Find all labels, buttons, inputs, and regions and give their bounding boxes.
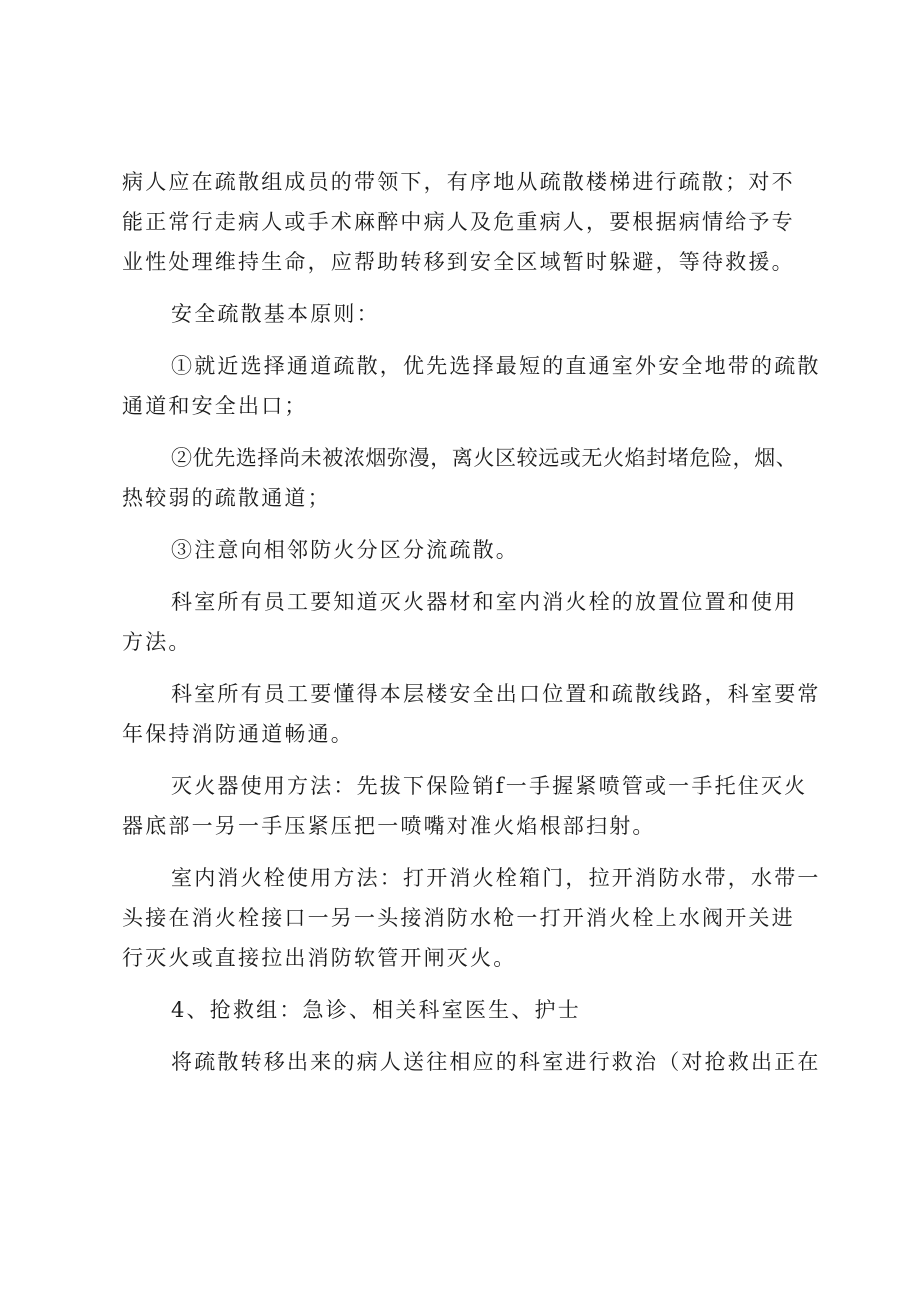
paragraph-principle-3 [122,530,822,570]
text-line: 灭火器使用方法：先拔下保险销f一手握紧喷管或一手托住灭火 [171,774,808,798]
paragraph-principles-heading [122,294,822,334]
text-line: 室内消火栓使用方法：打开消火栓箱门，拉开消防水带，水带一 [171,866,821,890]
text-line: 年保持消防通道畅通。 [122,722,354,746]
text-line: ①就近选择通道疏散，优先选择最短的直通室外安全地带的疏散 [171,354,821,378]
paragraph-hydrant-usage [122,858,822,978]
text-line: 科室所有员工要知道灭火器材和室内消火栓的放置位置和使用 [171,590,798,614]
text-line: 4、抢救组：急诊、相关科室医生、护士 [171,998,581,1022]
paragraph-evacuation-procedure [122,162,822,282]
text-line: 能正常行走病人或手术麻醉中病人及危重病人，要根据病情给予专 [122,210,795,234]
paragraph-exit-routes [122,674,822,754]
text-line: ②优先选择尚未被浓烟弥漫，离火区较远或无火焰封堵危险，烟、 [171,446,798,470]
paragraph-rescue-team-heading [122,990,822,1030]
paragraph-extinguisher-usage [122,766,822,846]
text-line: 行灭火或直接拉出消防软管开闸灭火。 [122,946,517,970]
document-body [122,162,822,1082]
paragraph-principle-1 [122,346,822,426]
text-line: 将疏散转移出来的病人送往相应的科室进行救治（对抢救出正在 [171,1050,821,1074]
text-line: 科室所有员工要懂得本层楼安全出口位置和疏散线路，科室要常 [171,682,821,706]
text-line: 头接在消火栓接口一另一头接消防水枪一打开消火栓上水阀开关进 [122,906,795,930]
text-line: 病人应在疏散组成员的带领下，有序地从疏散楼梯进行疏散；对不 [122,170,795,194]
text-line: 器底部一另一手压紧压把一喷嘴对准火焰根部扫射。 [122,814,656,838]
paragraph-rescue-team-duty [122,1042,822,1082]
paragraph-equipment-knowledge [122,582,822,662]
text-line: ③注意向相邻防火分区分流疏散。 [171,538,519,562]
text-line: 安全疏散基本原则： [171,302,380,326]
text-line: 方法。 [122,630,192,654]
text-line: 热较弱的疏散通道； [122,486,331,510]
paragraph-principle-2 [122,438,822,518]
text-line: 通道和安全出口； [122,394,308,418]
text-line: 业性处理维持生命，应帮助转移到安全区域暂时躲避，等待救援。 [122,250,795,274]
